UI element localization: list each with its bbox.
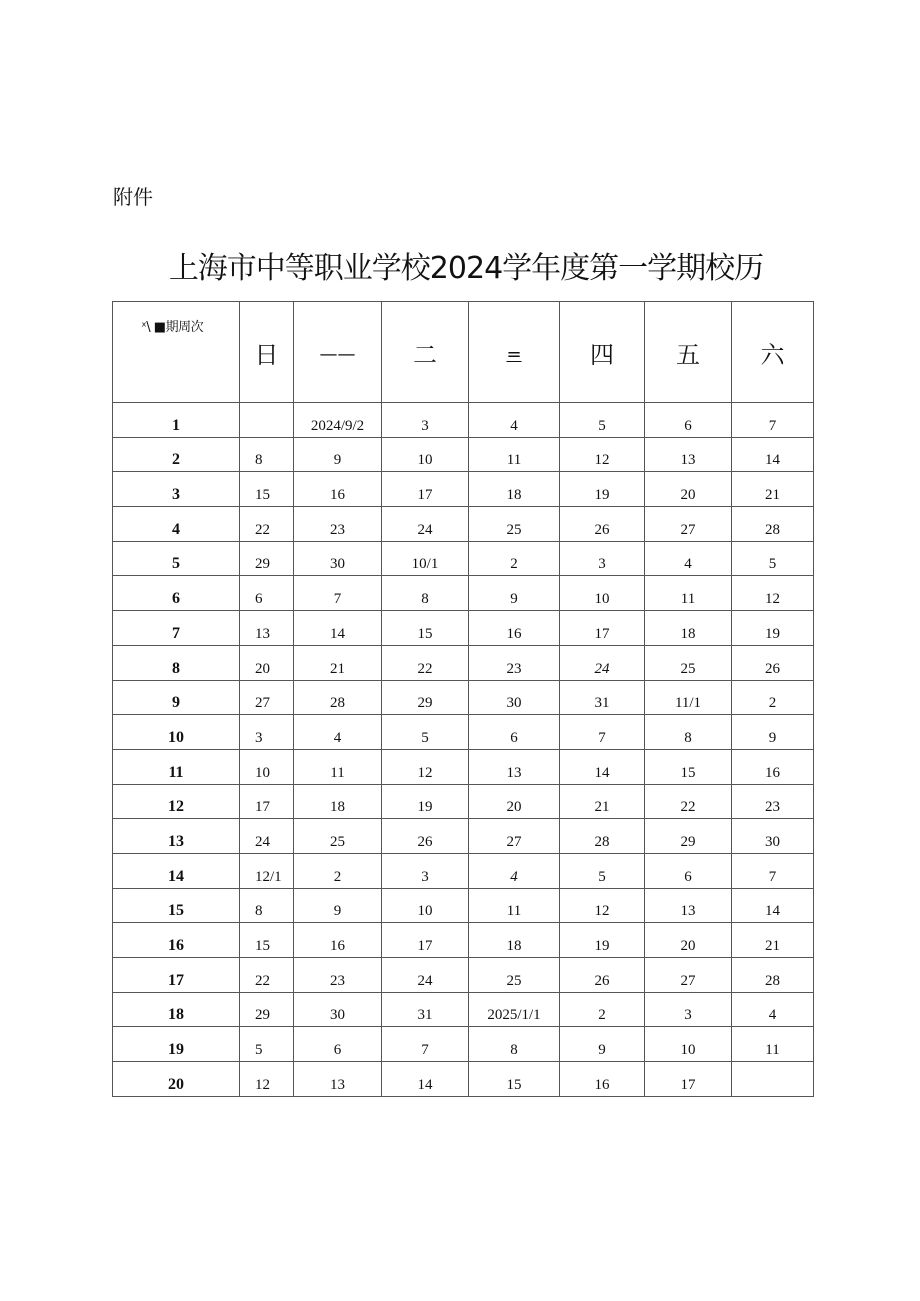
day-cell: 12	[560, 437, 645, 472]
week-number: 7	[113, 611, 240, 646]
day-cell: 11/1	[645, 680, 732, 715]
day-cell: 19	[560, 472, 645, 507]
column-header-sunday: 日	[240, 302, 294, 403]
day-cell: 9	[469, 576, 560, 611]
day-cell: 25	[645, 645, 732, 680]
day-cell: 26	[732, 645, 814, 680]
day-cell: 11	[645, 576, 732, 611]
day-cell: 29	[240, 541, 294, 576]
day-cell: 6	[469, 715, 560, 750]
week-number: 14	[113, 853, 240, 888]
day-cell: 2	[294, 853, 382, 888]
day-cell: 3	[382, 403, 469, 438]
day-cell: 9	[294, 888, 382, 923]
table-row	[113, 923, 814, 958]
day-cell: 27	[240, 680, 294, 715]
day-cell: 22	[240, 958, 294, 993]
day-cell: 14	[294, 611, 382, 646]
page-title: 上海市中等职业学校2024学年度第一学期校历	[168, 251, 764, 286]
day-cell: 7	[732, 853, 814, 888]
week-number: 11	[113, 749, 240, 784]
day-cell: 7	[560, 715, 645, 750]
day-cell: 17	[382, 923, 469, 958]
table-row	[113, 784, 814, 819]
day-cell: 9	[294, 437, 382, 472]
day-cell: 26	[560, 507, 645, 542]
column-header-wednesday	[469, 302, 560, 403]
week-number: 8	[113, 645, 240, 680]
day-cell: 8	[382, 576, 469, 611]
day-cell: 19	[732, 611, 814, 646]
day-cell: 11	[294, 749, 382, 784]
day-cell: 24	[560, 645, 645, 680]
day-cell: 24	[240, 819, 294, 854]
day-cell: 4	[732, 992, 814, 1027]
table-row	[113, 749, 814, 784]
corner-header: ˣ\ ■期周次	[113, 302, 240, 403]
day-cell: 25	[294, 819, 382, 854]
day-cell: 10	[240, 749, 294, 784]
day-cell: 5	[732, 541, 814, 576]
day-cell: 14	[732, 888, 814, 923]
header-row	[113, 302, 814, 403]
day-cell: 14	[382, 1062, 469, 1097]
day-cell: 23	[469, 645, 560, 680]
day-cell: 27	[645, 507, 732, 542]
day-cell: 20	[469, 784, 560, 819]
day-cell: 12	[560, 888, 645, 923]
day-cell: 5	[560, 403, 645, 438]
table-row	[113, 576, 814, 611]
day-cell: 7	[732, 403, 814, 438]
day-cell: 21	[732, 923, 814, 958]
day-cell: 22	[240, 507, 294, 542]
day-cell: 12	[732, 576, 814, 611]
day-cell: 8	[645, 715, 732, 750]
day-cell: 8	[240, 437, 294, 472]
day-cell: 3	[645, 992, 732, 1027]
day-cell: 4	[469, 853, 560, 888]
day-cell: 3	[382, 853, 469, 888]
table-row	[113, 437, 814, 472]
week-number: 3	[113, 472, 240, 507]
day-cell: 6	[240, 576, 294, 611]
day-cell: 11	[469, 888, 560, 923]
week-number: 1	[113, 403, 240, 438]
day-cell: 4	[469, 403, 560, 438]
week-number: 15	[113, 888, 240, 923]
day-cell: 30	[294, 541, 382, 576]
table-row	[113, 853, 814, 888]
day-cell: 3	[560, 541, 645, 576]
table-row	[113, 645, 814, 680]
day-cell: 26	[382, 819, 469, 854]
week-number: 13	[113, 819, 240, 854]
day-cell: 13	[645, 437, 732, 472]
day-cell: 29	[240, 992, 294, 1027]
table-row	[113, 472, 814, 507]
day-cell: 6	[645, 403, 732, 438]
day-cell: 20	[645, 472, 732, 507]
day-cell: 14	[560, 749, 645, 784]
day-cell: 29	[645, 819, 732, 854]
day-cell: 15	[240, 923, 294, 958]
day-cell: 28	[560, 819, 645, 854]
week-number: 6	[113, 576, 240, 611]
week-number: 5	[113, 541, 240, 576]
day-cell: 18	[645, 611, 732, 646]
column-header-tuesday: 二	[382, 302, 469, 403]
day-cell: 10	[382, 437, 469, 472]
column-header-saturday: 六	[732, 302, 814, 403]
week-number: 10	[113, 715, 240, 750]
day-cell: 30	[294, 992, 382, 1027]
day-cell: 10/1	[382, 541, 469, 576]
day-cell: 11	[732, 1027, 814, 1062]
column-header-wednesday-label: =	[506, 344, 522, 365]
week-number: 4	[113, 507, 240, 542]
week-number: 18	[113, 992, 240, 1027]
week-number: 19	[113, 1027, 240, 1062]
day-cell: 31	[382, 992, 469, 1027]
day-cell: 30	[732, 819, 814, 854]
week-number: 16	[113, 923, 240, 958]
day-cell: 18	[294, 784, 382, 819]
table-row	[113, 403, 814, 438]
table-row	[113, 507, 814, 542]
day-cell: 2024/9/2	[294, 403, 382, 438]
day-cell: 24	[382, 958, 469, 993]
day-cell: 14	[732, 437, 814, 472]
day-cell: 26	[560, 958, 645, 993]
column-header-monday	[294, 302, 382, 403]
day-cell	[240, 403, 294, 438]
day-cell: 19	[382, 784, 469, 819]
day-cell: 2025/1/1	[469, 992, 560, 1027]
day-cell: 21	[294, 645, 382, 680]
day-cell: 13	[469, 749, 560, 784]
table-row	[113, 611, 814, 646]
column-header-thursday: 四	[560, 302, 645, 403]
day-cell: 23	[294, 507, 382, 542]
day-cell: 2	[469, 541, 560, 576]
day-cell: 21	[560, 784, 645, 819]
day-cell: 6	[645, 853, 732, 888]
week-number: 2	[113, 437, 240, 472]
table-row	[113, 1027, 814, 1062]
day-cell: 22	[645, 784, 732, 819]
day-cell: 27	[469, 819, 560, 854]
table-row	[113, 958, 814, 993]
day-cell: 10	[382, 888, 469, 923]
day-cell: 6	[294, 1027, 382, 1062]
day-cell: 4	[294, 715, 382, 750]
table-row	[113, 819, 814, 854]
day-cell: 15	[645, 749, 732, 784]
day-cell: 22	[382, 645, 469, 680]
day-cell: 5	[382, 715, 469, 750]
week-number: 17	[113, 958, 240, 993]
day-cell: 18	[469, 923, 560, 958]
day-cell: 25	[469, 958, 560, 993]
day-cell: 12/1	[240, 853, 294, 888]
day-cell: 23	[294, 958, 382, 993]
table-row	[113, 992, 814, 1027]
school-calendar-table	[112, 301, 814, 1097]
column-header-friday: 五	[645, 302, 732, 403]
day-cell: 18	[469, 472, 560, 507]
day-cell: 5	[560, 853, 645, 888]
day-cell: 11	[469, 437, 560, 472]
day-cell: 17	[560, 611, 645, 646]
day-cell: 7	[382, 1027, 469, 1062]
day-cell: 16	[732, 749, 814, 784]
day-cell: 28	[294, 680, 382, 715]
calendar-body	[113, 403, 814, 1097]
day-cell: 17	[382, 472, 469, 507]
day-cell: 17	[240, 784, 294, 819]
day-cell: 15	[382, 611, 469, 646]
day-cell: 27	[645, 958, 732, 993]
day-cell: 25	[469, 507, 560, 542]
day-cell: 16	[294, 923, 382, 958]
day-cell: 4	[645, 541, 732, 576]
day-cell: 13	[294, 1062, 382, 1097]
day-cell	[732, 1062, 814, 1097]
day-cell: 2	[732, 680, 814, 715]
table-row	[113, 680, 814, 715]
day-cell: 24	[382, 507, 469, 542]
column-header-monday-label: ——	[319, 344, 356, 365]
day-cell: 7	[294, 576, 382, 611]
day-cell: 15	[469, 1062, 560, 1097]
day-cell: 20	[240, 645, 294, 680]
day-cell: 20	[645, 923, 732, 958]
day-cell: 3	[240, 715, 294, 750]
day-cell: 16	[560, 1062, 645, 1097]
day-cell: 28	[732, 507, 814, 542]
day-cell: 8	[240, 888, 294, 923]
day-cell: 9	[560, 1027, 645, 1062]
day-cell: 17	[645, 1062, 732, 1097]
day-cell: 10	[560, 576, 645, 611]
day-cell: 19	[560, 923, 645, 958]
day-cell: 29	[382, 680, 469, 715]
day-cell: 16	[469, 611, 560, 646]
day-cell: 12	[382, 749, 469, 784]
day-cell: 10	[645, 1027, 732, 1062]
day-cell: 28	[732, 958, 814, 993]
week-number: 20	[113, 1062, 240, 1097]
table-row	[113, 888, 814, 923]
day-cell: 21	[732, 472, 814, 507]
table-row	[113, 1062, 814, 1097]
day-cell: 12	[240, 1062, 294, 1097]
day-cell: 9	[732, 715, 814, 750]
day-cell: 13	[645, 888, 732, 923]
day-cell: 23	[732, 784, 814, 819]
day-cell: 16	[294, 472, 382, 507]
week-number: 12	[113, 784, 240, 819]
day-cell: 2	[560, 992, 645, 1027]
day-cell: 30	[469, 680, 560, 715]
table-row	[113, 541, 814, 576]
day-cell: 5	[240, 1027, 294, 1062]
day-cell: 31	[560, 680, 645, 715]
table-row	[113, 715, 814, 750]
attachment-label: 附件	[113, 185, 153, 209]
day-cell: 15	[240, 472, 294, 507]
day-cell: 8	[469, 1027, 560, 1062]
day-cell: 13	[240, 611, 294, 646]
week-number: 9	[113, 680, 240, 715]
